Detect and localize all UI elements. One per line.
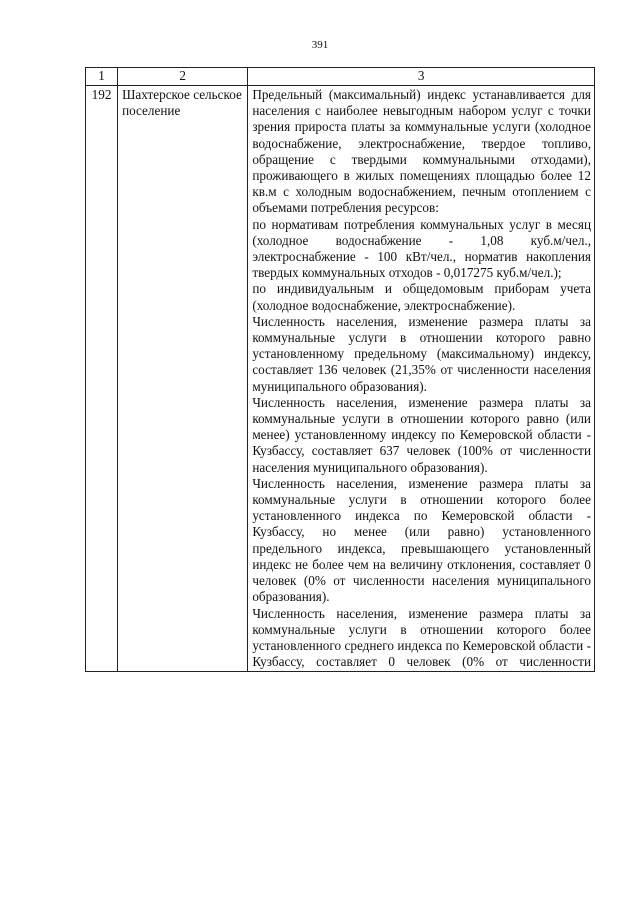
tariff-index-table <box>85 67 595 672</box>
header-cell-3: 3 <box>248 68 595 86</box>
paragraph-population-equal-or-below-regional-index: Численность населения, изменение размера платы за коммунальные услуги в отношении которого равно (или менее) установленному индексу по Кемеровской области - Кузбассу, составляет 637 человек (100% от численности населения муниципального образования). <box>252 394 591 475</box>
paragraph-index-definition: Предельный (максимальный) индекс устанавливается для населения с наиболее невыгодным набором услуг с точки зрения прироста платы за коммунальные услуги (холодное водоснабжение, электроснабжение, твердое топливо, обращение с твердыми коммунальными отходами), проживающего в жилых помещениях площадью более 12 кв.м с холодным водоснабжением, печным отоплением с объемами потребления ресурсов: <box>252 87 591 216</box>
paragraph-population-equal-max-index: Численность населения, изменение размера платы за коммунальные услуги в отношении которого равно установленному предельному (максимальному) индексу, составляет 136 человек (21,35% от численности населения муниципального образования). <box>252 313 591 394</box>
paragraph-population-above-regional-index: Численность населения, изменение размера платы за коммунальные услуги в отношении которого более установленного индекса по Кемеровской области - Кузбассу, но менее (или равно) установленного предельного индекса, превышающего установленный индекс не более чем на величину отклонения, составляет 0 человек (0% от численности населения муниципального образования). <box>252 475 591 605</box>
row-number-cell: 192 <box>86 86 118 672</box>
page-number: 391 <box>311 39 329 51</box>
table-row <box>86 86 595 672</box>
header-cell-1: 1 <box>86 68 118 86</box>
paragraph-population-above-average-index: Численность населения, изменение размера платы за коммунальные услуги в отношении которого более установленного среднего индекса по Кемеровской области - Кузбассу, составляет 0 человек (0% от численности <box>252 605 591 670</box>
header-cell-2: 2 <box>118 68 248 86</box>
municipality-name-cell: Шахтерское сельское поселение <box>118 86 248 672</box>
paragraph-consumption-norms: по нормативам потребления коммунальных услуг в месяц (холодное водоснабжение - 1,08 куб.м/чел., электроснабжение - 100 кВт/чел., норматив накопления твердых коммунальных отходов - 0,017275 куб.м/чел.); <box>252 216 591 281</box>
table-header-row <box>86 68 595 86</box>
paragraph-meters: по индивидуальным и общедомовым приборам учета (холодное водоснабжение, электроснабжение). <box>252 281 591 313</box>
description-cell <box>248 86 595 672</box>
